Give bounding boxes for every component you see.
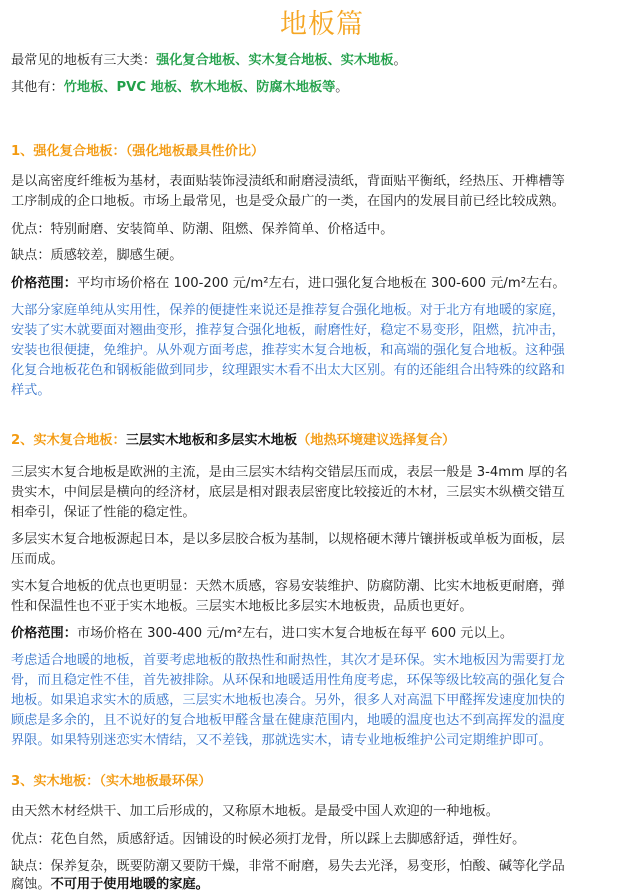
- section-2-pros-line: 性和保温性也不亚于实木地板。三层实木地板比多层实木地板贵，品质也更好。: [11, 599, 473, 614]
- section-2-advice-line: 界限。如果特别迷恋实木情结，又不差钱，那就选实木，请专业地板维护公司定期维护即可。: [11, 733, 552, 748]
- section-1-price-text: 平均市场价格在 100-200 元/m²左右，进口强化复合地板在 300-600 元/m²左右。: [76, 276, 566, 291]
- section-3-heading: 3、实木地板：（实木地板最环保）: [11, 774, 212, 789]
- section-3-cons-line-1: 缺点：保养复杂，既要防潮又要防干燥，非常不耐磨，易失去光泽，易变形，怕酸、碱等化学品: [11, 859, 565, 874]
- section-1-cons: 缺点：质感较差，脚感生硬。: [11, 248, 183, 263]
- section-2-desc2-line: 压而成。: [11, 552, 64, 567]
- intro-line-1-prefix: 最常见的地板有三大类：: [11, 53, 157, 68]
- section-2-desc2-line: 多层实木复合地板源起日本，是以多层胶合板为基制，以规格硬木薄片镶拼板或单板为面板，层: [11, 532, 565, 547]
- section-3-cons-tail: 腐蚀。: [11, 877, 51, 892]
- intro-line-2-prefix: 其他有：: [11, 80, 64, 95]
- section-2-desc-line: 贵实木，中间层是横向的经济材，底层是相对跟表层密度比较接近的木材，三层实木纵横交错互: [11, 485, 565, 500]
- intro-line-1-items: 强化复合地板、实木复合地板、实木地板: [156, 53, 394, 68]
- page-title: 地板篇: [280, 9, 364, 40]
- section-3-pros: 优点：花色自然，质感舒适。因铺设的时候必须打龙骨，所以踩上去脚感舒适，弹性好。: [11, 832, 526, 847]
- section-1-price: [11, 274, 633, 294]
- section-2-advice-line: 地板。如果追求实木的质感，三层实木地板也凑合。另外，很多人对高温下甲醛挥发速度加快的: [11, 693, 565, 708]
- section-2-desc-line: 三层实木复合地板是欧洲的主流，是由三层实木结构交错层压而成，表层一般是 3-4mm 厚的名: [11, 465, 568, 480]
- section-2-heading-number: 2、实木复合地板：: [11, 433, 126, 448]
- section-2-price-text: 市场价格在 300-400 元/m²左右，进口实木复合地板在每平 600 元以上。: [76, 626, 514, 641]
- section-1-desc-line: 工序制成的企口地板。市场上最常见，也是受众最广的一类，在国内的发展目前已经比较成熟。: [11, 194, 565, 209]
- section-2-heading: [11, 431, 633, 451]
- section-2-price-label: 价格范围：: [11, 626, 77, 641]
- section-1-advice-line: 样式。: [11, 383, 51, 398]
- section-1-advice-line: 化复合地板花色和钢板能做到同步，纹理跟实木看不出太大区别。有的还能组合出特殊的纹路和: [11, 363, 565, 378]
- intro-line-1-suffix: 。: [393, 53, 407, 68]
- intro-line-2-items: 竹地板、PVC 地板、软木地板、防腐木地板等: [63, 80, 336, 95]
- section-2-advice-line: 考虑适合地暖的地板，首要考虑地板的散热性和耐热性，其次才是环保。实木地板因为需要打龙: [11, 653, 565, 668]
- intro-line-2-suffix: 。: [335, 80, 349, 95]
- section-2-heading-types: 三层实木地板和多层实木地板: [125, 433, 298, 448]
- intro-line-2: [11, 78, 633, 98]
- section-2-desc-line: 相牵引，保证了性能的稳定性。: [11, 505, 196, 520]
- section-2-advice-line: 骨，而且稳定性不佳，首先被排除。从环保和地暖适用性角度考虑，环保等级比较高的强化复合: [11, 673, 565, 688]
- section-1-advice-line: 安装也很便捷，免维护。从外观方面考虑，推荐实木复合地板，和高端的强化复合地板。这种强: [11, 343, 565, 358]
- section-1-advice-line: 安装了实木就要面对翘曲变形，推荐复合强化地板，耐磨性好，稳定不易变形，阻燃，抗冲击，: [11, 323, 565, 338]
- section-1-heading: 1、强化复合地板：（强化地板最具性价比）: [11, 144, 265, 159]
- section-1-pros: 优点：特别耐磨、安装简单、防潮、阻燃、保养简单、价格适中。: [11, 222, 394, 237]
- section-3-cons-warning: 不可用于使用地暖的家庭。: [50, 877, 209, 892]
- section-3-desc: 由天然木材经烘干、加工后形成的，又称原木地板。是最受中国人欢迎的一种地板。: [11, 804, 499, 819]
- section-1-advice-line: 大部分家庭单纯从实用性，保养的便捷性来说还是推荐复合强化地板。对于北方有地暖的家庭，: [11, 303, 565, 318]
- section-2-advice-line: 顾虑是多余的，且不说好的复合地板甲醛含量在健康范围内，地暖的温度也达不到高挥发的温度: [11, 713, 565, 728]
- section-3-cons-line-2: [11, 875, 633, 895]
- section-2-pros-line: 实木复合地板的优点也更明显：天然木质感，容易安装维护、防腐防潮、比实木地板更耐磨，弹: [11, 579, 565, 594]
- section-2-price: [11, 624, 633, 644]
- section-1-price-label: 价格范围：: [11, 276, 77, 291]
- section-2-heading-note: （地热环境建议选择复合）: [297, 433, 456, 448]
- section-1-desc-line: 是以高密度纤维板为基材，表面贴装饰浸渍纸和耐磨浸渍纸，背面贴平衡纸，经热压、开榫槽等: [11, 174, 565, 189]
- intro-line-1: [11, 51, 633, 71]
